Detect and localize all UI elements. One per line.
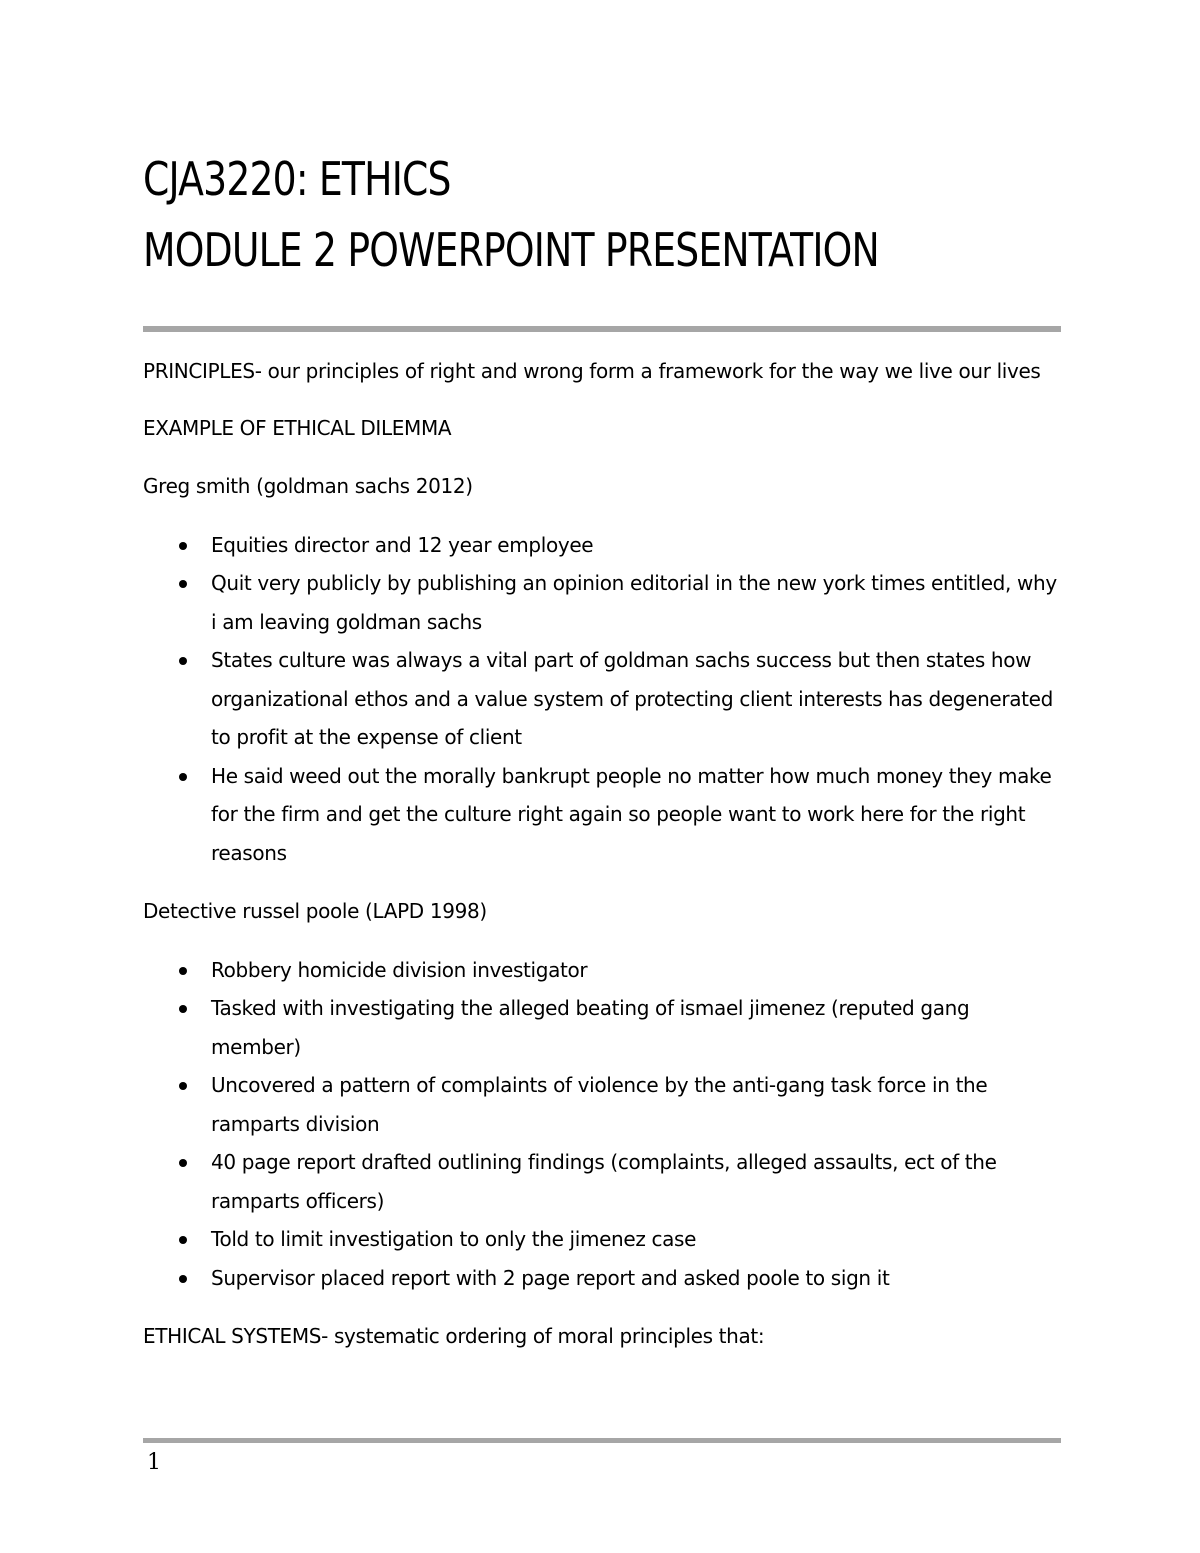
page-number: 1 (147, 1450, 161, 1475)
case1-bullet-list (143, 526, 1063, 873)
bullet-icon (179, 773, 187, 781)
list-item-text: 40 page report drafted outlining findings (complaints, alleged assaults, ect of the ramparts officers) (211, 1150, 997, 1213)
bullet-icon (179, 542, 187, 550)
bullet-icon (179, 1005, 187, 1013)
footer-divider (143, 1438, 1061, 1443)
bullet-icon (179, 580, 187, 588)
bullet-icon (179, 1236, 187, 1244)
ethical-systems-paragraph: ETHICAL SYSTEMS- systematic ordering of moral principles that: (143, 1324, 765, 1348)
list-item (143, 757, 1063, 873)
bullet-icon (179, 1159, 187, 1167)
list-item (143, 1259, 1063, 1298)
list-item-text: Quit very publicly by publishing an opinion editorial in the new york times entitled, why i am leaving goldman sachs (211, 571, 1057, 634)
list-item (143, 1066, 1063, 1143)
list-item (143, 526, 1063, 565)
list-item (143, 564, 1063, 641)
list-item-text: Equities director and 12 year employee (211, 532, 594, 557)
bullet-icon (179, 657, 187, 665)
example-heading: EXAMPLE OF ETHICAL DILEMMA (143, 415, 452, 440)
document-body (143, 352, 1063, 1376)
case2-bullet-list (143, 951, 1063, 1298)
case2-heading: Detective russel poole (LAPD 1998) (143, 899, 487, 923)
list-item (143, 1143, 1063, 1220)
list-item-text: He said weed out the morally bankrupt people no matter how much money they make for the firm and get the culture right again so people want to work here for the right reasons (211, 763, 1052, 865)
bullet-icon (179, 1275, 187, 1283)
bullet-icon (179, 967, 187, 975)
list-item-text: States culture was always a vital part of goldman sachs success but then states how organizational ethos and a value system of protecting client interests has degenerated to profit at the expense of client (211, 648, 1053, 749)
list-item-text: Robbery homicide division investigator (211, 957, 588, 982)
top-divider (143, 326, 1061, 332)
principles-paragraph: PRINCIPLES- our principles of right and wrong form a framework for the way we live our lives (143, 359, 1041, 383)
list-item (143, 951, 1063, 990)
list-item-text: Tasked with investigating the alleged beating of ismael jimenez (reputed gang member) (211, 996, 970, 1059)
list-item-text: Uncovered a pattern of complaints of violence by the anti-gang task force in the ramparts division (211, 1073, 988, 1136)
document-title-line-1: CJA3220: ETHICS (143, 152, 451, 206)
list-item-text: Told to limit investigation to only the jimenez case (211, 1227, 697, 1251)
case1-heading: Greg smith (goldman sachs 2012) (143, 474, 473, 498)
list-item (143, 1220, 1063, 1259)
document-title-line-2: MODULE 2 POWERPOINT PRESENTATION (143, 223, 879, 277)
list-item (143, 989, 1063, 1066)
list-item-text: Supervisor placed report with 2 page report and asked poole to sign it (211, 1265, 890, 1290)
list-item (143, 641, 1063, 757)
bullet-icon (179, 1082, 187, 1090)
